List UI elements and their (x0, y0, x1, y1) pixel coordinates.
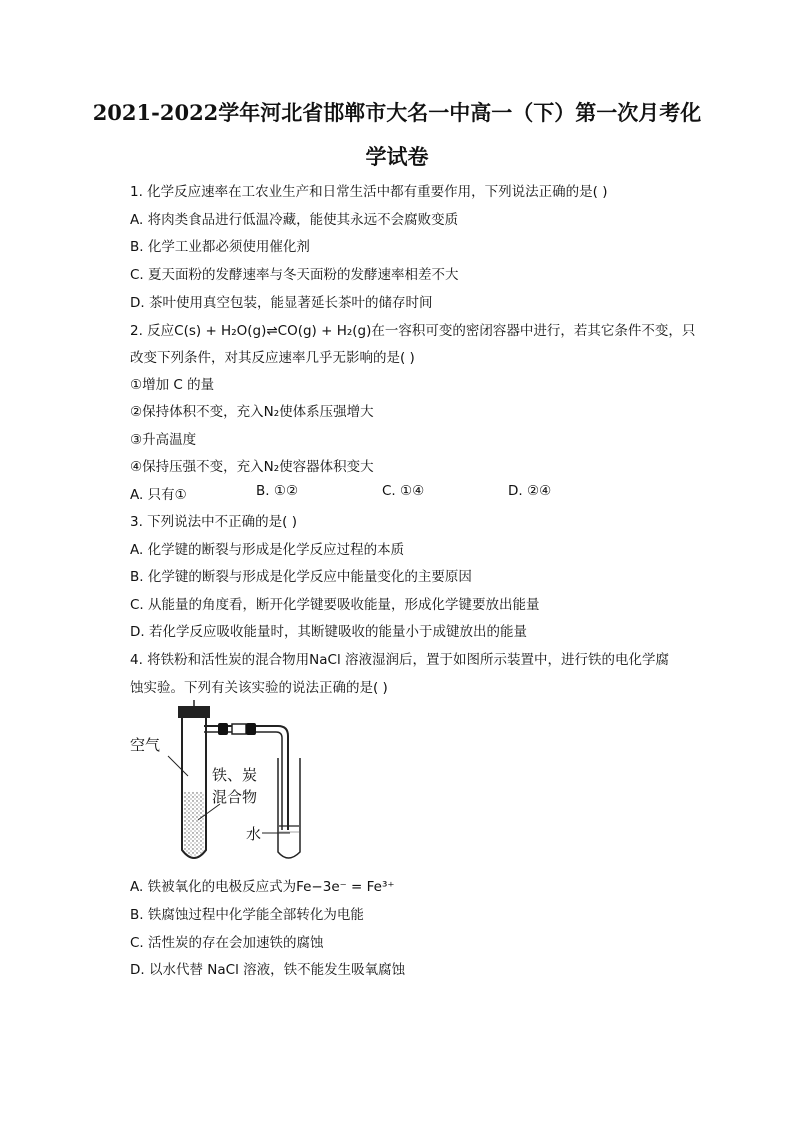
q3-option-c: C. 从能量的角度看，断开化学键要吸收能量，形成化学键要放出能量 (130, 597, 540, 613)
q3-option-d: D. 若化学反应吸收能量时，其断键吸收的能量小于成键放出的能量 (130, 624, 527, 640)
q4-option-c: C. 活性炭的存在会加速铁的腐蚀 (130, 935, 324, 951)
q1-option-b: B. 化学工业都必须使用催化剂 (130, 239, 310, 255)
q3-stem: 3. 下列说法中不正确的是( ) (130, 514, 297, 530)
apparatus-diagram (128, 700, 328, 870)
q2-item-1: ①增加 C 的量 (130, 377, 215, 393)
page-title-line2: 学试卷 (365, 144, 429, 169)
q4-stem-line2: 蚀实验。下列有关该实验的说法正确的是( ) (130, 680, 388, 696)
q2-stem-line2: 改变下列条件，对其反应速率几乎无影响的是( ) (130, 350, 415, 366)
rubber-stopper (178, 706, 210, 718)
label-air: 空气 (130, 736, 161, 754)
tube-joint-1 (218, 723, 228, 735)
q4-option-d: D. 以水代替 NaCl 溶液，铁不能发生吸氧腐蚀 (130, 962, 406, 978)
q2-option-a: A. 只有① (130, 487, 187, 503)
label-mixture-line2: 混合物 (212, 788, 258, 806)
q1-option-d: D. 茶叶使用真空包装，能显著延长茶叶的储存时间 (130, 295, 433, 311)
q2-option-d: D. ②④ (508, 483, 552, 499)
page-title-line1: 2021-2022学年河北省邯郸市大名一中高一（下）第一次月考化 (92, 100, 702, 125)
q4-option-a: A. 铁被氧化的电极反应式为Fe−3e⁻ = Fe³⁺ (130, 879, 395, 895)
q2-option-c: C. ①④ (382, 483, 425, 499)
label-mixture-line1: 铁、炭 (212, 766, 258, 784)
q2-item-4: ④保持压强不变，充入N₂使容器体积变大 (130, 459, 374, 475)
iron-carbon-mixture (184, 792, 204, 856)
q1-option-c: C. 夏天面粉的发酵速率与冬天面粉的发酵速率相差不大 (130, 267, 459, 283)
q4-stem-line1: 4. 将铁粉和活性炭的混合物用NaCl 溶液湿润后，置于如图所示装置中，进行铁的电化学腐 (130, 652, 670, 668)
q2-item-2: ②保持体积不变，充入N₂使体系压强增大 (130, 404, 374, 420)
q2-stem-line1: 2. 反应C(s) + H₂O(g)⇌CO(g) + H₂(g)在一容积可变的密闭容器中进行，若其它条件不变，只 (130, 323, 696, 339)
apparatus-figure (128, 700, 328, 870)
q2-item-3: ③升高温度 (130, 432, 197, 448)
label-water: 水 (246, 825, 262, 843)
q4-option-b: B. 铁腐蚀过程中化学能全部转化为电能 (130, 907, 364, 923)
q3-option-b: B. 化学键的断裂与形成是化学反应中能量变化的主要原因 (130, 569, 472, 585)
q2-option-b: B. ①② (256, 483, 299, 499)
q3-option-a: A. 化学键的断裂与形成是化学反应过程的本质 (130, 542, 405, 558)
q1-stem: 1. 化学反应速率在工农业生产和日常生活中都有重要作用，下列说法正确的是( ) (130, 184, 608, 200)
q1-option-a: A. 将肉类食品进行低温冷藏，能使其永远不会腐败变质 (130, 212, 459, 228)
tube-joint-2 (246, 723, 256, 735)
